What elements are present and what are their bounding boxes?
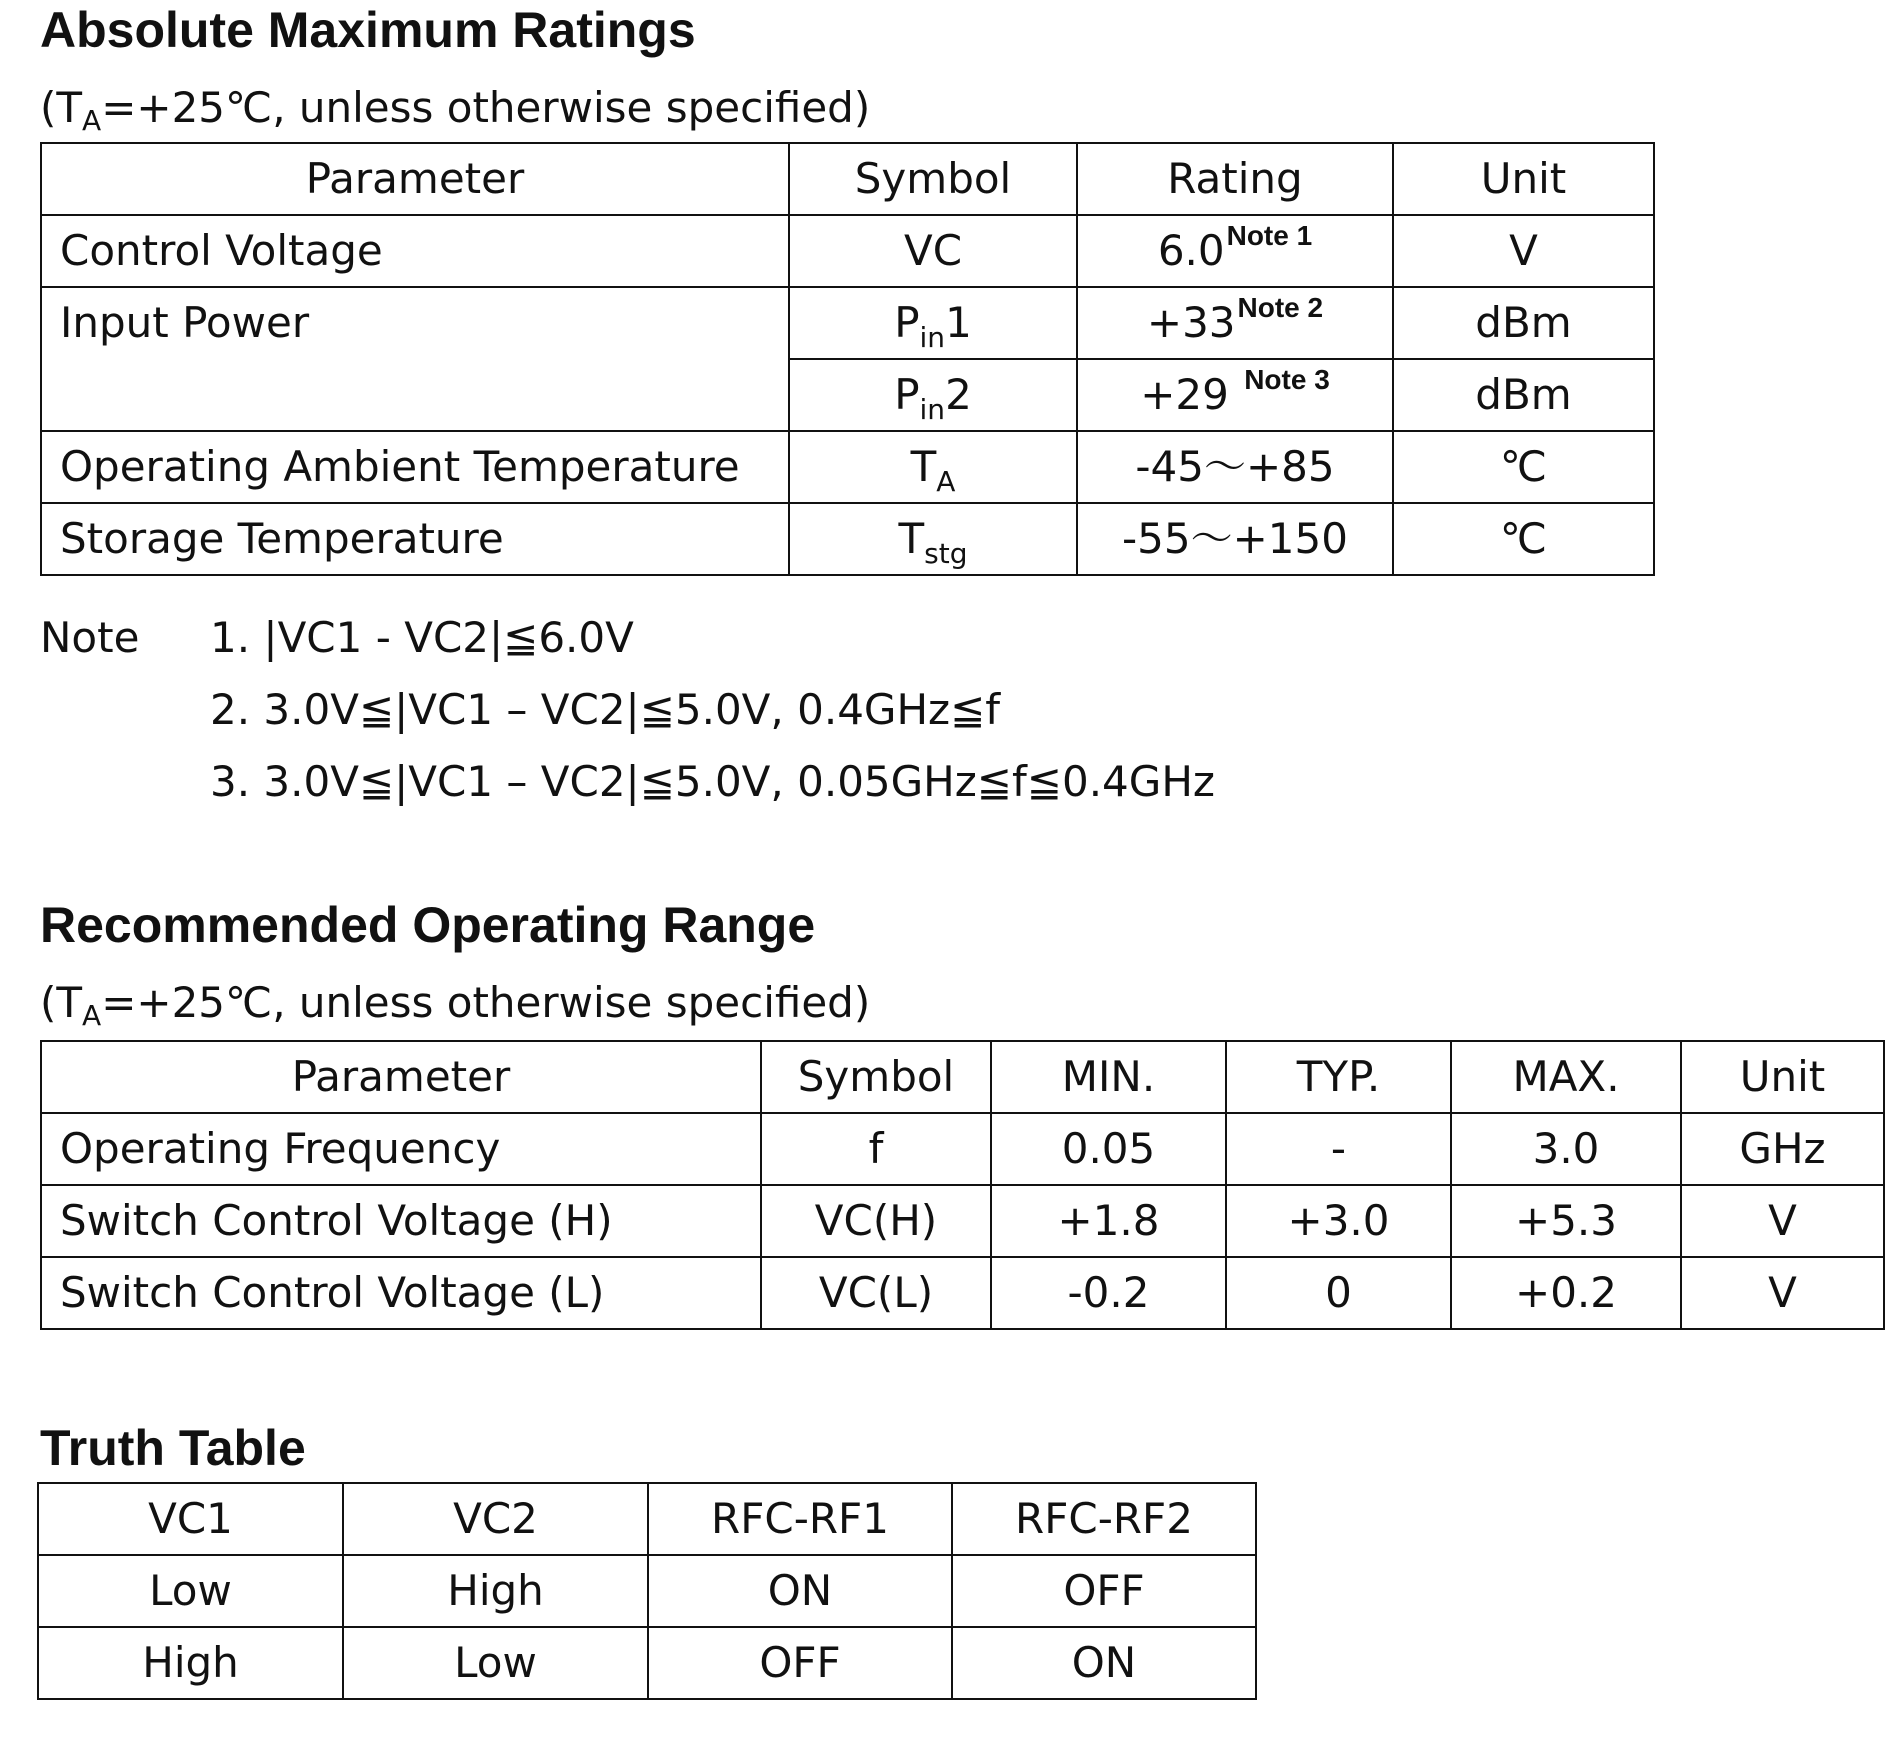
amr-row-input-power-1 bbox=[41, 287, 1654, 359]
notes-label: Note bbox=[40, 613, 140, 662]
amr-header-parameter: Parameter bbox=[41, 143, 789, 215]
ror-header-row bbox=[41, 1041, 1884, 1113]
truth-row bbox=[38, 1555, 1256, 1627]
ror-header-min: MIN. bbox=[991, 1041, 1226, 1113]
amr-header-rating: Rating bbox=[1077, 143, 1393, 215]
amr-symbol: $T_{stg}$ bbox=[789, 503, 1077, 575]
amr-symbol: $T_A$ bbox=[789, 431, 1077, 503]
truth-header-vc1: VC1 bbox=[38, 1483, 343, 1555]
amr-title: Absolute Maximum Ratings bbox=[40, 2, 696, 58]
ror-unit: V bbox=[1681, 1185, 1884, 1257]
amr-symbol: $P_{in}2$ bbox=[789, 359, 1077, 431]
note-item: 1. |VC1 - VC2|≦6.0V bbox=[210, 613, 634, 662]
truth-cell: OFF bbox=[952, 1555, 1256, 1627]
ror-typ: +3.0 bbox=[1226, 1185, 1451, 1257]
note-item: 2. 3.0V≦|VC1 – VC2|≦5.0V, 0.4GHz≦f bbox=[210, 685, 1001, 734]
ror-unit: GHz bbox=[1681, 1113, 1884, 1185]
ror-param: Operating Frequency bbox=[41, 1113, 761, 1185]
truth-row bbox=[38, 1627, 1256, 1699]
amr-unit: V bbox=[1393, 215, 1654, 287]
amr-rating: +29 $^{Note 3}$ bbox=[1077, 359, 1393, 431]
amr-header-unit: Unit bbox=[1393, 143, 1654, 215]
ror-symbol: f bbox=[761, 1113, 991, 1185]
ror-title: Recommended Operating Range bbox=[40, 897, 816, 953]
ror-condition: ($T_A=+25℃$, unless otherwise specified) bbox=[40, 978, 871, 1032]
amr-unit: dBm bbox=[1393, 359, 1654, 431]
truth-header-row bbox=[38, 1483, 1256, 1555]
amr-param: Storage Temperature bbox=[41, 503, 789, 575]
truth-cell: OFF bbox=[648, 1627, 952, 1699]
ror-min: -0.2 bbox=[991, 1257, 1226, 1329]
truth-title: Truth Table bbox=[40, 1420, 306, 1476]
truth-table bbox=[37, 1482, 1257, 1700]
note-ref: Note 2 bbox=[1237, 292, 1324, 323]
amr-rating: -55～+150 bbox=[1077, 503, 1393, 575]
amr-rating: 6.0$^{Note 1}$ bbox=[1077, 215, 1393, 287]
amr-rating: +33$^{Note 2}$ bbox=[1077, 287, 1393, 359]
ror-table bbox=[40, 1040, 1885, 1330]
ror-row bbox=[41, 1113, 1884, 1185]
ror-symbol: VC(H) bbox=[761, 1185, 991, 1257]
notes-list bbox=[210, 602, 1215, 818]
amr-row-storage-temp bbox=[41, 503, 1654, 575]
ror-max: +5.3 bbox=[1451, 1185, 1681, 1257]
amr-param: Control Voltage bbox=[41, 215, 789, 287]
truth-header-rfc-rf1: RFC-RF1 bbox=[648, 1483, 952, 1555]
amr-unit: dBm bbox=[1393, 287, 1654, 359]
ror-max: +0.2 bbox=[1451, 1257, 1681, 1329]
amr-param: Input Power bbox=[41, 287, 789, 431]
amr-symbol: VC bbox=[789, 215, 1077, 287]
ror-param: Switch Control Voltage (L) bbox=[41, 1257, 761, 1329]
ror-symbol: VC(L) bbox=[761, 1257, 991, 1329]
ror-header-symbol: Symbol bbox=[761, 1041, 991, 1113]
truth-cell: ON bbox=[952, 1627, 1256, 1699]
amr-param: Operating Ambient Temperature bbox=[41, 431, 789, 503]
amr-row-control-voltage bbox=[41, 215, 1654, 287]
amr-table bbox=[40, 142, 1655, 576]
ror-unit: V bbox=[1681, 1257, 1884, 1329]
ror-param: Switch Control Voltage (H) bbox=[41, 1185, 761, 1257]
ror-min: +1.8 bbox=[991, 1185, 1226, 1257]
ror-min: 0.05 bbox=[991, 1113, 1226, 1185]
truth-cell: High bbox=[38, 1627, 343, 1699]
ror-header-parameter: Parameter bbox=[41, 1041, 761, 1113]
amr-rating: -45～+85 bbox=[1077, 431, 1393, 503]
truth-cell: Low bbox=[38, 1555, 343, 1627]
amr-condition: ($T_A=+25℃$, unless otherwise specified) bbox=[40, 83, 871, 137]
ror-row bbox=[41, 1185, 1884, 1257]
truth-header-vc2: VC2 bbox=[343, 1483, 648, 1555]
ror-header-unit: Unit bbox=[1681, 1041, 1884, 1113]
amr-unit: ℃ bbox=[1393, 503, 1654, 575]
amr-header-row bbox=[41, 143, 1654, 215]
amr-header-symbol: Symbol bbox=[789, 143, 1077, 215]
ror-header-max: MAX. bbox=[1451, 1041, 1681, 1113]
ror-header-typ: TYP. bbox=[1226, 1041, 1451, 1113]
truth-cell: High bbox=[343, 1555, 648, 1627]
truth-cell: ON bbox=[648, 1555, 952, 1627]
note-item: 3. 3.0V≦|VC1 – VC2|≦5.0V, 0.05GHz≦f≦0.4GHz bbox=[210, 757, 1215, 806]
amr-unit: ℃ bbox=[1393, 431, 1654, 503]
ror-max: 3.0 bbox=[1451, 1113, 1681, 1185]
note-ref: Note 3 bbox=[1244, 364, 1330, 395]
ror-typ: 0 bbox=[1226, 1257, 1451, 1329]
truth-header-rfc-rf2: RFC-RF2 bbox=[952, 1483, 1256, 1555]
truth-cell: Low bbox=[343, 1627, 648, 1699]
ror-row bbox=[41, 1257, 1884, 1329]
amr-row-operating-temp bbox=[41, 431, 1654, 503]
note-ref: Note 1 bbox=[1226, 220, 1313, 251]
ror-typ: - bbox=[1226, 1113, 1451, 1185]
amr-symbol: $P_{in}1$ bbox=[789, 287, 1077, 359]
